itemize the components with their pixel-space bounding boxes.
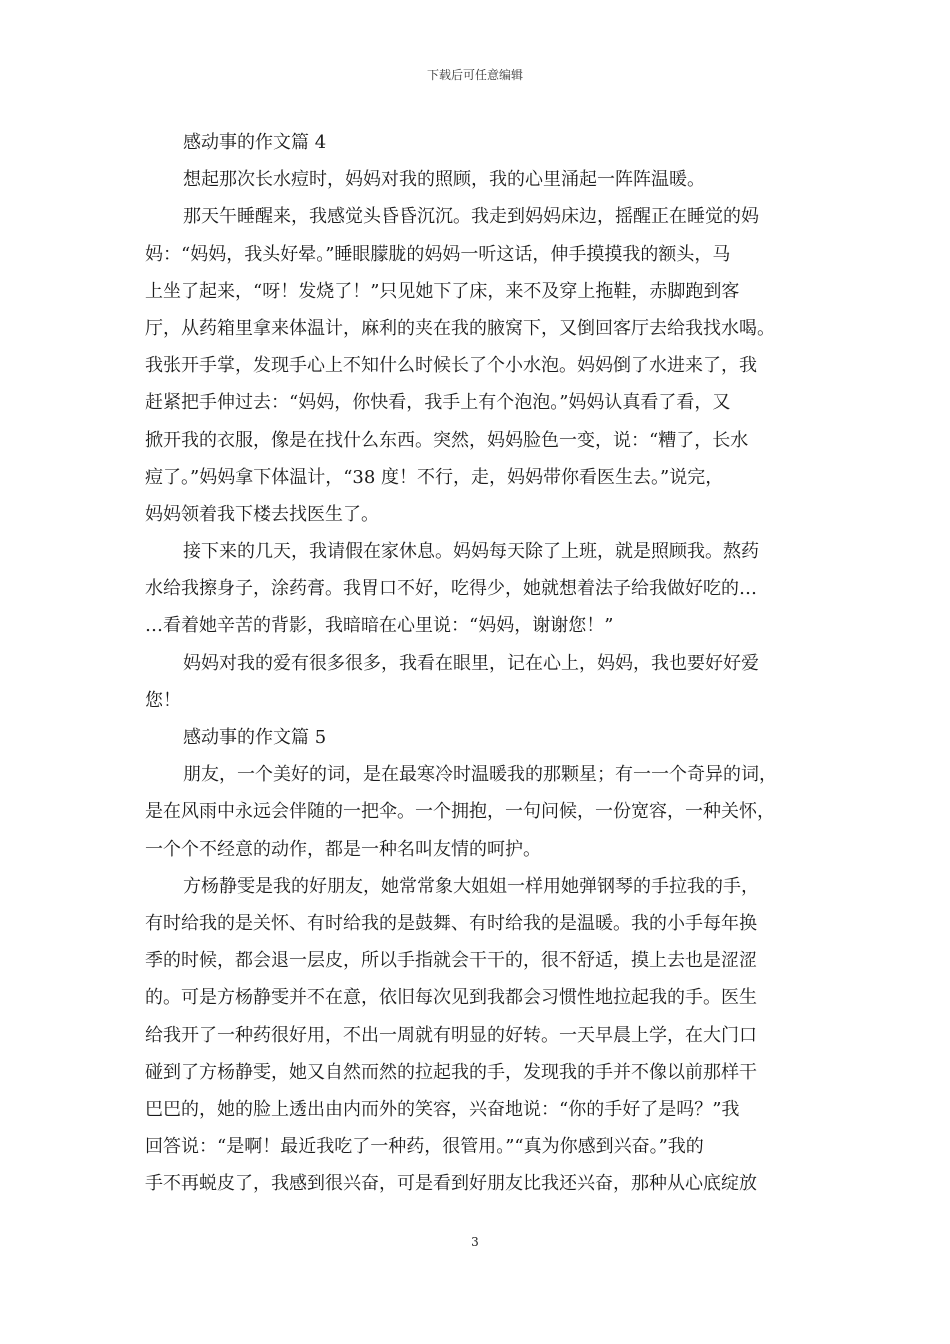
paragraph-line: 朋友，一个美好的词，是在最寒冷时温暖我的那颗星；有一一个奇异的词， — [183, 764, 777, 786]
paragraph-line: 水给我擦身子，涂药膏。我胃口不好，吃得少，她就想着法子给我做好吃的… — [145, 578, 757, 600]
paragraph-line: 季的时候，都会退一层皮，所以手指就会干干的，很不舒适，摸上去也是涩涩 — [145, 950, 757, 972]
paragraph-line: 的。可是方杨静雯并不在意，依旧每次见到我都会习惯性地拉起我的手。医生 — [145, 987, 757, 1009]
paragraph-line: …看着她辛苦的背影，我暗暗在心里说：“妈妈，谢谢您！” — [145, 615, 614, 637]
paragraph-line: 妈：“妈妈，我头好晕。”睡眼朦胧的妈妈一听这话，伸手摸摸我的额头，马 — [145, 243, 731, 265]
paragraph-line: 那天午睡醒来，我感觉头昏昏沉沉。我走到妈妈床边，摇醒正在睡觉的妈 — [183, 206, 759, 228]
paragraph-line: 妈妈对我的爱有很多很多，我看在眼里，记在心上，妈妈，我也要好好爱 — [183, 652, 759, 674]
paragraph-line: 手不再蜕皮了，我感到很兴奋，可是看到好朋友比我还兴奋，那种从心底绽放 — [145, 1173, 757, 1195]
paragraph-line: 给我开了一种药很好用，不出一周就有明显的好转。一天早晨上学，在大门口 — [145, 1024, 757, 1046]
paragraph-line: 一个个不经意的动作，都是一种名叫友情的呵护。 — [145, 838, 541, 860]
paragraph-line: 有时给我的是关怀、有时给我的是鼓舞、有时给我的是温暖。我的小手每年换 — [145, 912, 757, 934]
page-header: 下载后可任意编辑 — [426, 68, 523, 82]
page-number: 3 — [471, 1235, 479, 1249]
paragraph-line: 我张开手掌，发现手心上不知什么时候长了个小水泡。妈妈倒了水进来了，我 — [145, 355, 757, 377]
paragraph-line: 上坐了起来，“呀！发烧了！”只见她下了床，来不及穿上拖鞋，赤脚跑到客 — [145, 280, 740, 302]
section-title: 感动事的作文篇 4 — [183, 132, 327, 153]
document-body — [145, 124, 805, 1202]
paragraph-line: 回答说：“是啊！最近我吃了一种药，很管用。”“真为你感到兴奋。”我的 — [145, 1136, 704, 1158]
paragraph-line: 接下来的几天，我请假在家休息。妈妈每天除了上班，就是照顾我。熬药 — [183, 541, 759, 563]
paragraph-line: 痘了。”妈妈拿下体温计，“38 度！不行，走，妈妈带你看医生去。”说完， — [145, 466, 724, 488]
paragraph-line: 厅，从药箱里拿来体温计，麻利的夹在我的腋窝下，又倒回客厅去给我找水喝。 — [145, 317, 775, 339]
paragraph-line: 巴巴的，她的脸上透出由内而外的笑容，兴奋地说：“你的手好了是吗？”我 — [145, 1098, 740, 1120]
paragraph-line: 您！ — [145, 689, 181, 711]
paragraph-line: 是在风雨中永远会伴随的一把伞。一个拥抱，一句问候，一份宽容，一种关怀， — [145, 801, 775, 823]
section-title: 感动事的作文篇 5 — [183, 727, 327, 748]
paragraph-line: 赶紧把手伸过去：“妈妈，你快看，我手上有个泡泡。”妈妈认真看了看，又 — [145, 392, 731, 414]
paragraph-line: 方杨静雯是我的好朋友，她常常象大姐姐一样用她弹钢琴的手拉我的手， — [183, 875, 759, 897]
paragraph-line: 碰到了方杨静雯，她又自然而然的拉起我的手，发现我的手并不像以前那样干 — [145, 1061, 757, 1083]
paragraph-line: 妈妈领着我下楼去找医生了。 — [145, 503, 379, 525]
paragraph-line: 想起那次长水痘时，妈妈对我的照顾，我的心里涌起一阵阵温暖。 — [183, 169, 705, 191]
paragraph-line: 掀开我的衣服，像是在找什么东西。突然，妈妈脸色一变，说：“糟了，长水 — [145, 429, 749, 451]
